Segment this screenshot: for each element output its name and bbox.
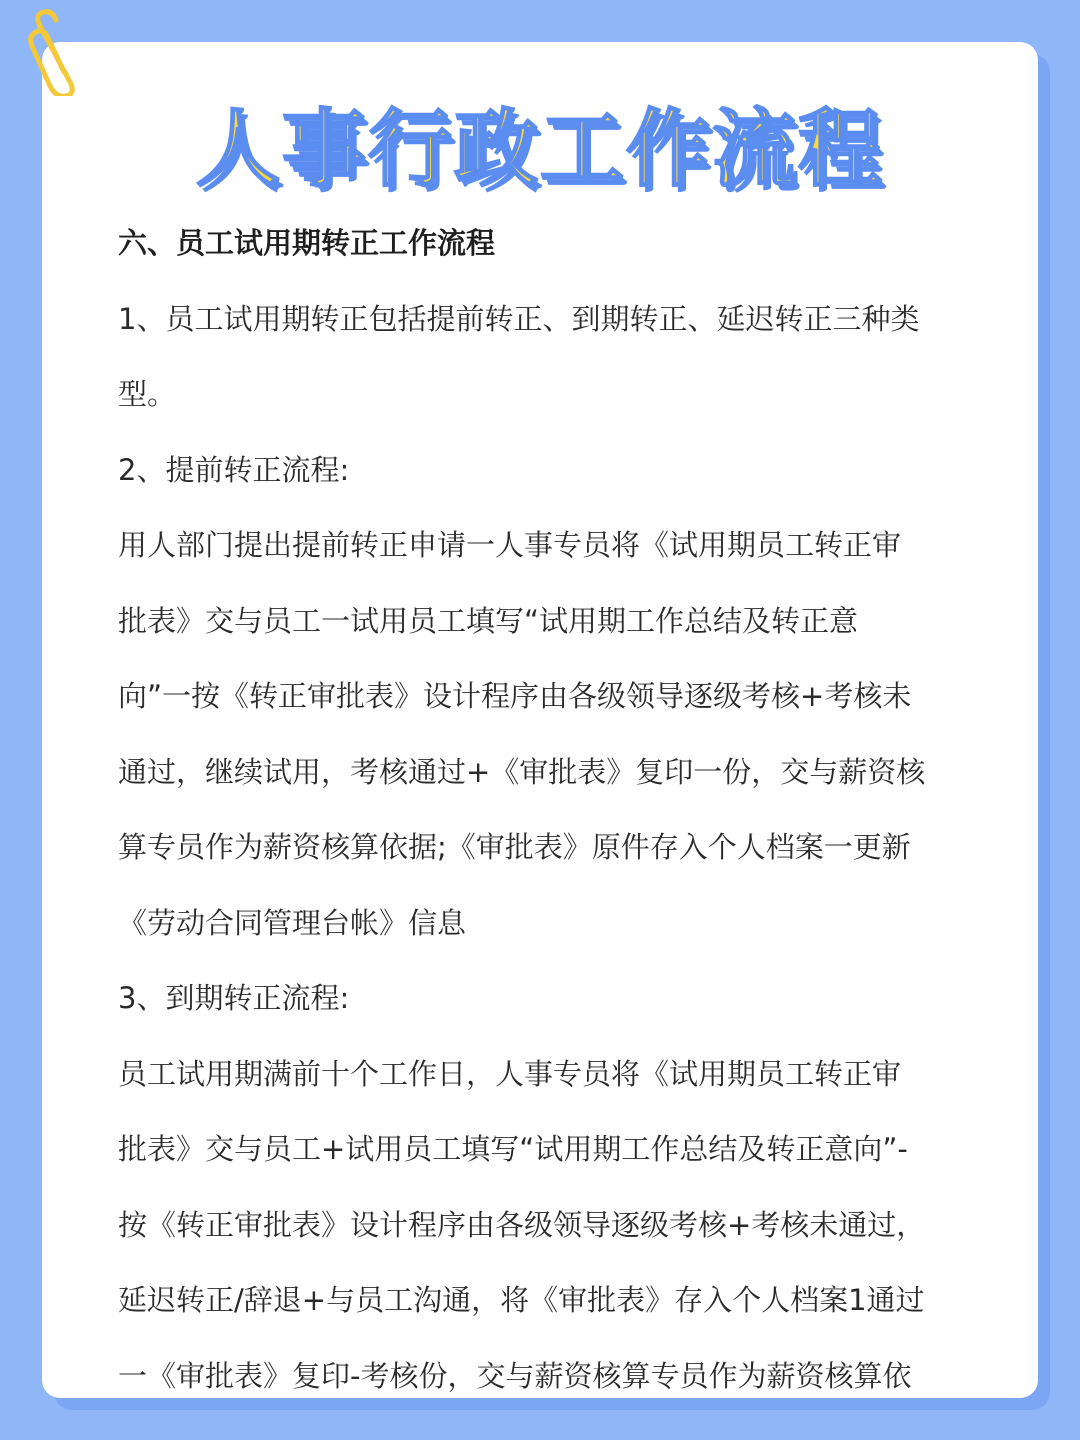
text-line: 向”一按《转正审批表》设计程序由各级领导逐级考核+考核未	[118, 679, 912, 713]
article-body	[118, 206, 988, 1414]
text-line: 3、到期转正流程:	[118, 981, 350, 1015]
section-heading: 六、员工试用期转正工作流程	[118, 226, 496, 260]
text-line: 批表》交与员工+试用员工填写“试用期工作总结及转正意向”-	[118, 1132, 908, 1166]
page-title: 人事行政工作流程	[195, 100, 884, 198]
text-line: 批表》交与员工一试用员工填写“试用期工作总结及转正意	[118, 603, 859, 638]
text-line: 算专员作为薪资核算依据;《审批表》原件存入个人档案一更新	[118, 830, 911, 864]
text-line: 按《转正审批表》设计程序由各级领导逐级考核+考核未通过，	[118, 1207, 926, 1242]
text-line: 延迟转正/辞退+与员工沟通，将《审批表》存入个人档案1通过	[118, 1283, 925, 1317]
text-line: 2、提前转正流程:	[118, 452, 350, 487]
paperclip-icon	[26, 6, 86, 96]
text-line: 用人部门提出提前转正申请一人事专员将《试用期员工转正审	[118, 528, 902, 562]
text-line: 员工试用期满前十个工作日，人事专员将《试用期员工转正审	[118, 1056, 902, 1091]
text-line: 《劳动合同管理台帐》信息	[118, 905, 467, 940]
text-line: 1、员工试用期转正包括提前转正、到期转正、延迟转正三种类	[118, 301, 920, 336]
text-line: 型。	[118, 377, 177, 411]
text-line: 通过，继续试用，考核通过+《审批表》复印一份，交与薪资核	[118, 754, 926, 789]
text-line: 一《审批表》复印-考核份，交与薪资核算专员作为薪资核算依	[118, 1358, 912, 1393]
